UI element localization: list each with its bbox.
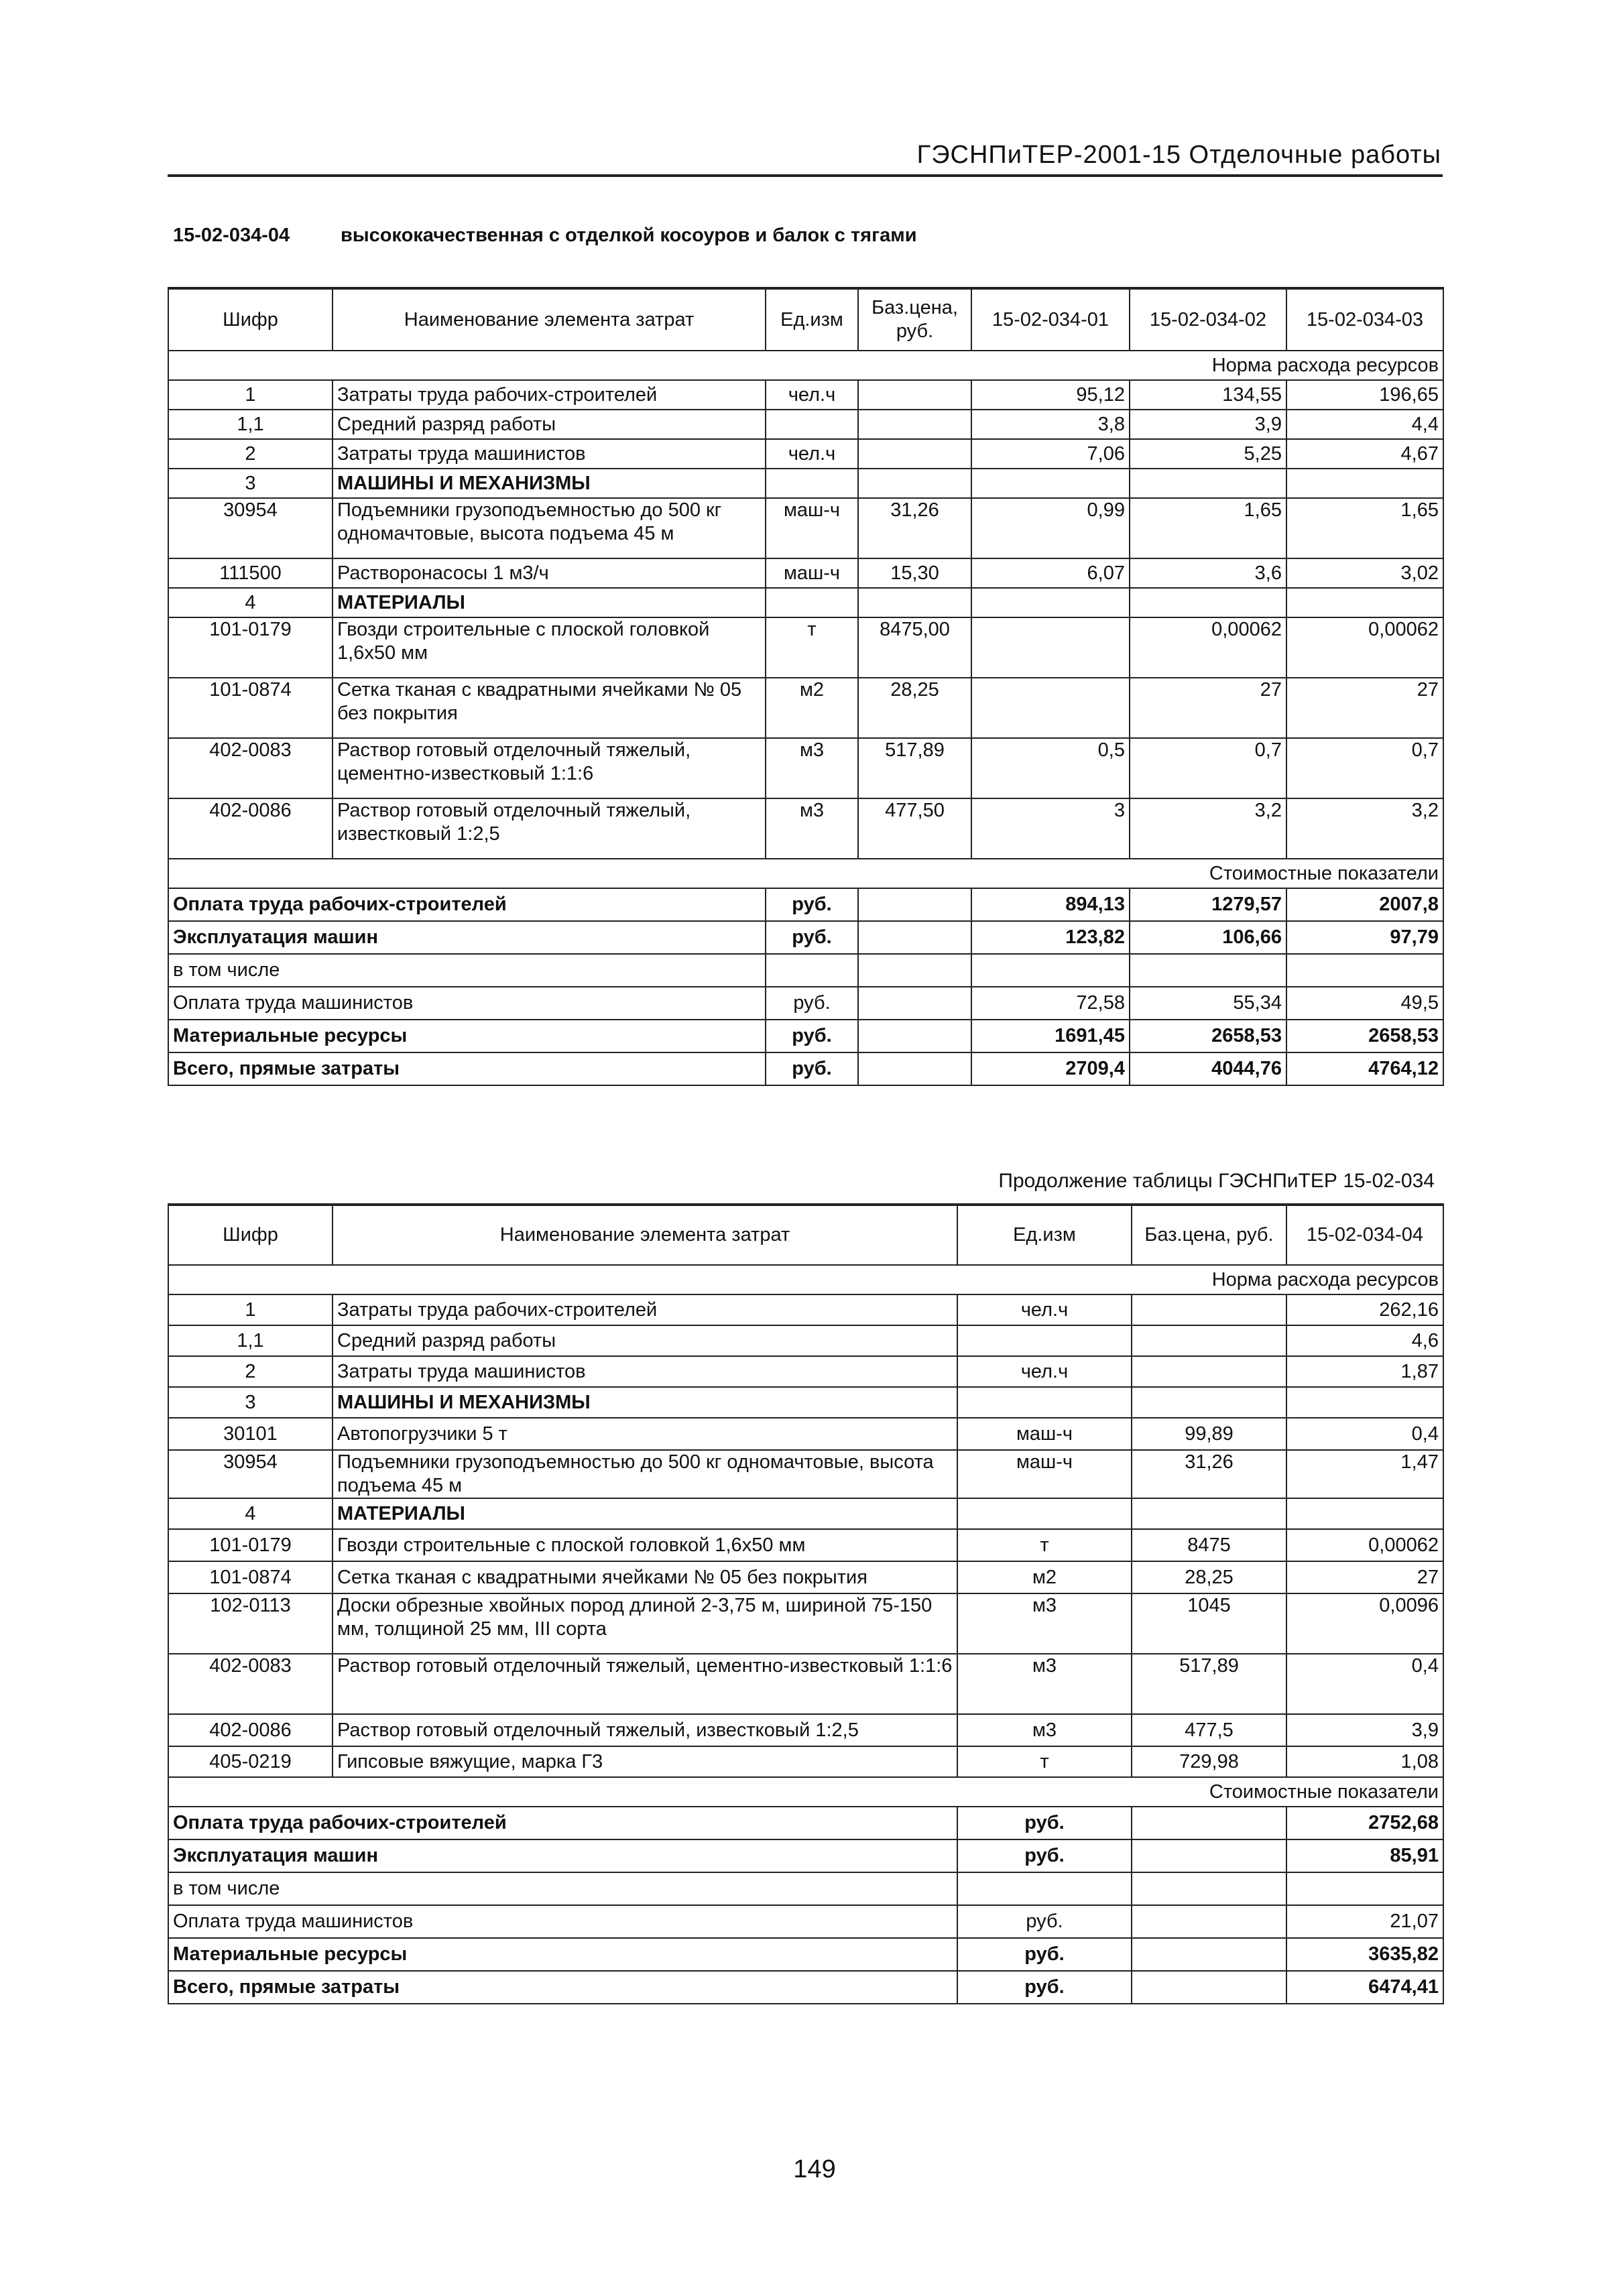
cost-label: Стоимостные показатели	[168, 1777, 1443, 1807]
cell-value: 0,00062	[1130, 617, 1286, 678]
cell-value: 3,9	[1286, 1714, 1443, 1746]
cost-row	[168, 1971, 1443, 2004]
cell-code: 402-0086	[168, 1714, 333, 1746]
table-row	[168, 1593, 1443, 1654]
cost-value: 4044,76	[1130, 1052, 1286, 1085]
cost-unit: руб.	[766, 1020, 858, 1052]
cell-value	[1130, 588, 1286, 617]
table-row	[168, 738, 1443, 798]
cell-code: 30954	[168, 498, 333, 558]
cost-value: 1279,57	[1130, 888, 1286, 921]
cost-price	[858, 1020, 971, 1052]
cell-name: Подъемники грузоподъемностью до 500 кг одномачтовые, высота подъема 45 м	[333, 498, 766, 558]
cell-unit	[957, 1325, 1132, 1356]
cost-unit: руб.	[957, 1905, 1132, 1938]
cost-label-cell: Оплата труда рабочих-строителей	[168, 1807, 957, 1839]
cell-unit: м2	[957, 1561, 1132, 1593]
cell-value: 27	[1286, 1561, 1443, 1593]
cost-value: 97,79	[1286, 921, 1443, 954]
cell-price: 8475	[1132, 1529, 1286, 1561]
cell-unit: м2	[766, 678, 858, 738]
table-row	[168, 1529, 1443, 1561]
cost-label-cell: Материальные ресурсы	[168, 1020, 766, 1052]
cost-row	[168, 987, 1443, 1020]
cost-row	[168, 1020, 1443, 1052]
cell-price: 517,89	[858, 738, 971, 798]
cell-value: 7,06	[971, 439, 1130, 469]
cell-code: 102-0113	[168, 1593, 333, 1654]
document-header: ГЭСНПиТЕР-2001-15 Отделочные работы	[916, 141, 1441, 169]
cell-value: 27	[1130, 678, 1286, 738]
cell-unit: т	[766, 617, 858, 678]
page-number: 149	[793, 2155, 836, 2183]
cell-value: 0,4	[1286, 1654, 1443, 1714]
cost-row	[168, 1938, 1443, 1971]
cost-row	[168, 1807, 1443, 1839]
table-row	[168, 588, 1443, 617]
cell-code: 1	[168, 1294, 333, 1325]
cost-label-cell: Оплата труда машинистов	[168, 987, 766, 1020]
cell-unit	[957, 1387, 1132, 1418]
header-name: Наименование элемента затрат	[333, 288, 766, 351]
cell-unit: т	[957, 1529, 1132, 1561]
cost-value: 894,13	[971, 888, 1130, 921]
cell-price: 477,5	[1132, 1714, 1286, 1746]
cell-value: 3,2	[1130, 798, 1286, 859]
header-col-03: 15-02-034-03	[1286, 288, 1443, 351]
cost-value: 123,82	[971, 921, 1130, 954]
header-code: Шифр	[168, 288, 333, 351]
cost-value: 3635,82	[1286, 1938, 1443, 1971]
cell-name: Затраты труда рабочих-строителей	[333, 1294, 957, 1325]
cell-value: 3,6	[1130, 558, 1286, 588]
cell-price: 8475,00	[858, 617, 971, 678]
cell-price: 1045	[1132, 1593, 1286, 1654]
cell-name: Автопогрузчики 5 т	[333, 1418, 957, 1450]
cell-price	[1132, 1294, 1286, 1325]
cell-code: 101-0179	[168, 1529, 333, 1561]
cell-value: 1,65	[1286, 498, 1443, 558]
cell-name: Затраты труда рабочих-строителей	[333, 380, 766, 410]
section-code: 15-02-034-04	[173, 225, 290, 246]
cost-label-cell: Всего, прямые затраты	[168, 1971, 957, 2004]
cell-value: 0,99	[971, 498, 1130, 558]
cell-name: Гипсовые вяжущие, марка Г3	[333, 1746, 957, 1777]
cell-name: Гвозди строительные с плоской головкой 1,6х50 мм	[333, 1529, 957, 1561]
cell-value: 1,87	[1286, 1356, 1443, 1387]
table-row	[168, 410, 1443, 439]
cell-code: 30101	[168, 1418, 333, 1450]
cost-price	[1132, 1807, 1286, 1839]
cost-value	[1286, 1872, 1443, 1905]
cell-price	[1132, 1498, 1286, 1529]
cell-unit: маш-ч	[766, 498, 858, 558]
cell-code: 1,1	[168, 410, 333, 439]
cell-value: 4,67	[1286, 439, 1443, 469]
cost-row	[168, 888, 1443, 921]
cell-unit	[766, 469, 858, 498]
cost-unit	[957, 1872, 1132, 1905]
cost-row	[168, 921, 1443, 954]
cell-value	[1286, 469, 1443, 498]
cell-value: 5,25	[1130, 439, 1286, 469]
table-row	[168, 1450, 1443, 1498]
cost-unit	[766, 954, 858, 987]
cost-value: 2752,68	[1286, 1807, 1443, 1839]
cell-name: Средний разряд работы	[333, 1325, 957, 1356]
cost-value: 21,07	[1286, 1905, 1443, 1938]
cell-value	[1286, 1387, 1443, 1418]
table-row	[168, 798, 1443, 859]
cell-price	[858, 439, 971, 469]
table-row	[168, 439, 1443, 469]
cell-code: 30954	[168, 1450, 333, 1498]
table-row	[168, 617, 1443, 678]
cost-value: 2709,4	[971, 1052, 1130, 1085]
cell-unit: т	[957, 1746, 1132, 1777]
cost-value: 6474,41	[1286, 1971, 1443, 2004]
cell-code: 1	[168, 380, 333, 410]
cell-code: 4	[168, 1498, 333, 1529]
cell-code: 402-0083	[168, 738, 333, 798]
cell-unit: м3	[957, 1714, 1132, 1746]
header-col-02: 15-02-034-02	[1130, 288, 1286, 351]
cell-value	[1286, 1498, 1443, 1529]
section-heading	[173, 225, 917, 247]
cost-value	[971, 954, 1130, 987]
cell-name: МАШИНЫ И МЕХАНИЗМЫ	[333, 469, 766, 498]
cell-price: 729,98	[1132, 1746, 1286, 1777]
table-row	[168, 678, 1443, 738]
continuation-title: Продолжение таблицы ГЭСНПиТЕР 15-02-034	[998, 1170, 1435, 1192]
cell-value: 6,07	[971, 558, 1130, 588]
cell-value: 27	[1286, 678, 1443, 738]
cell-price: 15,30	[858, 558, 971, 588]
table-row	[168, 380, 1443, 410]
cost-value: 106,66	[1130, 921, 1286, 954]
cell-code: 101-0874	[168, 678, 333, 738]
cell-value: 3,2	[1286, 798, 1443, 859]
cost-unit: руб.	[957, 1807, 1132, 1839]
cost-row	[168, 1839, 1443, 1872]
cell-value	[971, 617, 1130, 678]
cost-value: 2658,53	[1286, 1020, 1443, 1052]
table-row	[168, 558, 1443, 588]
cost-value: 72,58	[971, 987, 1130, 1020]
cost-label-cell: в том числе	[168, 1872, 957, 1905]
cell-value: 0,0096	[1286, 1593, 1443, 1654]
cost-price	[1132, 1905, 1286, 1938]
cost-value	[1286, 954, 1443, 987]
table-row	[168, 1561, 1443, 1593]
cell-unit: м3	[766, 738, 858, 798]
cell-code: 101-0179	[168, 617, 333, 678]
cell-value: 3,8	[971, 410, 1130, 439]
cell-price: 99,89	[1132, 1418, 1286, 1450]
cell-price: 31,26	[1132, 1450, 1286, 1498]
cell-code: 2	[168, 439, 333, 469]
cell-code: 1,1	[168, 1325, 333, 1356]
table-row	[168, 498, 1443, 558]
norm-label: Норма расхода ресурсов	[168, 1265, 1443, 1294]
cost-label-cell: в том числе	[168, 954, 766, 987]
cell-value: 95,12	[971, 380, 1130, 410]
cell-value: 0,7	[1130, 738, 1286, 798]
table-row	[168, 1418, 1443, 1450]
cell-value: 0,00062	[1286, 617, 1443, 678]
cost-label-cell: Эксплуатация машин	[168, 1839, 957, 1872]
cost-unit: руб.	[766, 1052, 858, 1085]
norm-label: Норма расхода ресурсов	[168, 351, 1443, 380]
cell-value: 0,5	[971, 738, 1130, 798]
cost-row	[168, 954, 1443, 987]
cell-name: Раствор готовый отделочный тяжелый, известковый 1:2,5	[333, 798, 766, 859]
resource-table-2	[168, 1203, 1444, 2004]
cell-value: 0,00062	[1286, 1529, 1443, 1561]
cell-value: 196,65	[1286, 380, 1443, 410]
table-row	[168, 1714, 1443, 1746]
cost-value: 55,34	[1130, 987, 1286, 1020]
cost-unit: руб.	[957, 1971, 1132, 2004]
cell-value: 0,7	[1286, 738, 1443, 798]
table-row	[168, 1356, 1443, 1387]
cell-value	[971, 678, 1130, 738]
cost-price	[858, 1052, 971, 1085]
cell-name: Гвозди строительные с плоской головкой 1,6х50 мм	[333, 617, 766, 678]
header-price: Баз.цена, руб.	[1132, 1205, 1286, 1265]
cost-unit: руб.	[957, 1839, 1132, 1872]
cell-name: Сетка тканая с квадратными ячейками № 05 без покрытия	[333, 678, 766, 738]
cell-unit: чел.ч	[957, 1294, 1132, 1325]
cell-name: Доски обрезные хвойных пород длиной 2-3,75 м, шириной 75-150 мм, толщиной 25 мм, III сорта	[333, 1593, 957, 1654]
header-price: Баз.цена, руб.	[858, 288, 971, 351]
cell-name: МАТЕРИАЛЫ	[333, 1498, 957, 1529]
cell-name: Раствор готовый отделочный тяжелый, цементно-известковый 1:1:6	[333, 1654, 957, 1714]
cost-value	[1130, 954, 1286, 987]
cost-price	[858, 954, 971, 987]
table-row	[168, 1294, 1443, 1325]
cell-code: 3	[168, 469, 333, 498]
cell-unit: чел.ч	[766, 380, 858, 410]
cell-name: Средний разряд работы	[333, 410, 766, 439]
cost-label-cell: Материальные ресурсы	[168, 1938, 957, 1971]
cell-price	[1132, 1325, 1286, 1356]
cell-name: Подъемники грузоподъемностью до 500 кг одномачтовые, высота подъема 45 м	[333, 1450, 957, 1498]
cost-row	[168, 1872, 1443, 1905]
cost-row	[168, 1052, 1443, 1085]
header-unit: Ед.изм	[957, 1205, 1132, 1265]
cell-price	[858, 380, 971, 410]
cost-price	[1132, 1839, 1286, 1872]
cell-value: 1,65	[1130, 498, 1286, 558]
cell-name: Затраты труда машинистов	[333, 439, 766, 469]
cost-value: 85,91	[1286, 1839, 1443, 1872]
cell-value: 1,08	[1286, 1746, 1443, 1777]
cost-unit: руб.	[957, 1938, 1132, 1971]
cell-value: 4,6	[1286, 1325, 1443, 1356]
cost-value: 2007,8	[1286, 888, 1443, 921]
cost-label-cell: Всего, прямые затраты	[168, 1052, 766, 1085]
cell-value: 0,4	[1286, 1418, 1443, 1450]
cell-price	[1132, 1356, 1286, 1387]
cost-unit: руб.	[766, 921, 858, 954]
cell-code: 402-0086	[168, 798, 333, 859]
table-row	[168, 1746, 1443, 1777]
cell-code: 3	[168, 1387, 333, 1418]
header-name: Наименование элемента затрат	[333, 1205, 957, 1265]
table-row	[168, 1387, 1443, 1418]
cell-price: 477,50	[858, 798, 971, 859]
cost-label-cell: Эксплуатация машин	[168, 921, 766, 954]
cell-value: 3,9	[1130, 410, 1286, 439]
section-title: высококачественная с отделкой косоуров и балок с тягами	[341, 225, 917, 246]
cost-price	[858, 888, 971, 921]
cell-price: 517,89	[1132, 1654, 1286, 1714]
cell-value: 134,55	[1130, 380, 1286, 410]
cost-unit: руб.	[766, 888, 858, 921]
cell-code: 402-0083	[168, 1654, 333, 1714]
cell-unit: м3	[957, 1654, 1132, 1714]
cost-label-cell: Оплата труда рабочих-строителей	[168, 888, 766, 921]
cost-value: 1691,45	[971, 1020, 1130, 1052]
cell-value	[1286, 588, 1443, 617]
cell-name: Раствор готовый отделочный тяжелый, цементно-известковый 1:1:6	[333, 738, 766, 798]
cell-unit	[766, 410, 858, 439]
header-divider	[168, 174, 1443, 177]
header-unit: Ед.изм	[766, 288, 858, 351]
table-row	[168, 1654, 1443, 1714]
cell-name: МАТЕРИАЛЫ	[333, 588, 766, 617]
cell-price: 28,25	[1132, 1561, 1286, 1593]
cell-value: 3	[971, 798, 1130, 859]
cell-unit	[957, 1498, 1132, 1529]
cost-value: 2658,53	[1130, 1020, 1286, 1052]
cell-unit: маш-ч	[957, 1450, 1132, 1498]
header-col-01: 15-02-034-01	[971, 288, 1130, 351]
cost-price	[1132, 1938, 1286, 1971]
cost-value: 4764,12	[1286, 1052, 1443, 1085]
cell-unit: маш-ч	[957, 1418, 1132, 1450]
cost-label: Стоимостные показатели	[168, 859, 1443, 888]
table-row	[168, 1498, 1443, 1529]
cell-value	[971, 469, 1130, 498]
cell-price: 31,26	[858, 498, 971, 558]
table-row	[168, 1325, 1443, 1356]
cell-price	[858, 410, 971, 439]
cell-value: 3,02	[1286, 558, 1443, 588]
cost-price	[858, 921, 971, 954]
cell-code: 101-0874	[168, 1561, 333, 1593]
cell-value	[1130, 469, 1286, 498]
cell-value: 262,16	[1286, 1294, 1443, 1325]
cell-unit: чел.ч	[766, 439, 858, 469]
cell-value: 1,47	[1286, 1450, 1443, 1498]
header-col-04: 15-02-034-04	[1286, 1205, 1443, 1265]
cost-row	[168, 1905, 1443, 1938]
cost-unit: руб.	[766, 987, 858, 1020]
cell-unit: чел.ч	[957, 1356, 1132, 1387]
cell-name: МАШИНЫ И МЕХАНИЗМЫ	[333, 1387, 957, 1418]
cell-code: 111500	[168, 558, 333, 588]
cost-price	[858, 987, 971, 1020]
cost-label-cell: Оплата труда машинистов	[168, 1905, 957, 1938]
cost-value: 49,5	[1286, 987, 1443, 1020]
header-code: Шифр	[168, 1205, 333, 1265]
cell-code: 405-0219	[168, 1746, 333, 1777]
cell-price	[858, 588, 971, 617]
cell-unit: маш-ч	[766, 558, 858, 588]
cell-value: 4,4	[1286, 410, 1443, 439]
cell-name: Раствор готовый отделочный тяжелый, известковый 1:2,5	[333, 1714, 957, 1746]
resource-table-1	[168, 287, 1444, 1086]
cell-code: 4	[168, 588, 333, 617]
cell-name: Затраты труда машинистов	[333, 1356, 957, 1387]
cell-unit: м3	[957, 1593, 1132, 1654]
cell-unit: м3	[766, 798, 858, 859]
cell-price	[858, 469, 971, 498]
cell-name: Растворонасосы 1 м3/ч	[333, 558, 766, 588]
cell-price	[1132, 1387, 1286, 1418]
cell-code: 2	[168, 1356, 333, 1387]
cost-price	[1132, 1971, 1286, 2004]
table-row	[168, 469, 1443, 498]
cell-name: Сетка тканая с квадратными ячейками № 05 без покрытия	[333, 1561, 957, 1593]
cost-price	[1132, 1872, 1286, 1905]
cell-price: 28,25	[858, 678, 971, 738]
cell-value	[971, 588, 1130, 617]
cell-unit	[766, 588, 858, 617]
